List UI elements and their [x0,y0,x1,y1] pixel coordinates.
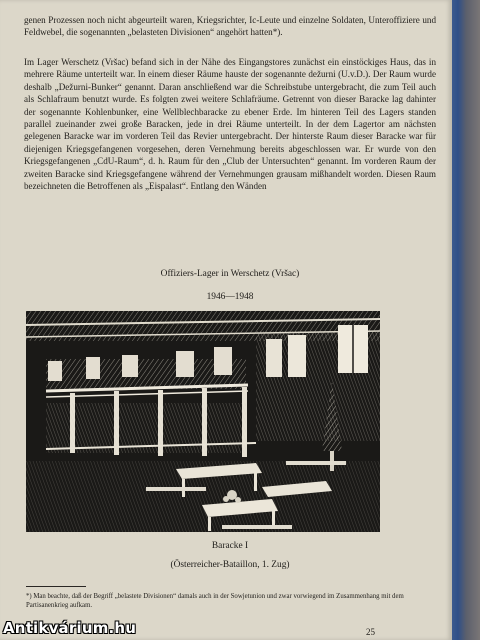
figure-subcaption: (Österreicher-Bataillon, 1. Zug) [170,560,290,570]
figure-dates: 1946—1948 [206,292,254,302]
figure-caption: Baracke I [211,541,249,551]
book-cover-edge [452,0,480,640]
figure-title: Offiziers-Lager in Werschetz (Vršac) [160,269,300,279]
watermark: Antikvárium.hu [3,619,137,637]
paragraph-2: Im Lager Werschetz (Vršac) befand sich in der Nähe des Eingangstores zunächst ein einstöckiges Haus, das in mehrere Räume unterteilt war. In einem dieser Räume hauste der sogenannte dežurni (U.v.D.). Der Raum wurde deshalb „Dežurni-Bunker“ genannt. Daran anschließend war die Schreibstube untergebracht, die zum Teil auch als Schlafraum benutzt wurde. Es folgten zwei weitere Schlafräume. Getrennt von dieser Baracke lag dahinter der sogenannte Kohlenbunker, eine Wellblechbaracke zu ebener Erde. Im hinteren Teil des Lagers standen parallel zueinander zwei große Baracken, jede in drei Räume unterteilt. In der dem Lagertor am nächsten gelegenen Baracke war im vorderen Teil das Revier untergebracht. Der hinterste Raum dieser Baracke war für diejenigen Kriegsgefangenen vorgesehen, deren Vernehmung bereits abgeschlossen war. Er wurde von den Kriegsgefangenen „CdU-Raum“, d. h. Raum für den „Club der Untersuchten“ genannt. Im vorderen Raum der zweiten Baracke sind Kriegsgefangene während der Vernehmungen grausam mißhandelt worden. Diesen Raum bezeichneten die Betroffenen als „Eispalast“. Entlang den Wänden [24,57,436,192]
page-number: 25 [366,627,375,637]
footnote: *) Man beachte, daß der Begriff „belastete Divisionen“ damals auch in der Sowjetunion und zwar vorwiegend im Zusammenhang mit dem Partisanenkrieg aufkam. [26,593,404,609]
footnote-divider [26,586,86,587]
barracks-illustration [26,311,380,532]
paragraph-1: genen Prozessen noch nicht abgeurteilt waren, Kriegsrichter, Ic-Leute und einzelne Soldaten, Unteroffiziere und Feldwebel, die sogenannten „belasteten Divisionen“ angehört hatten*). [24,15,436,38]
